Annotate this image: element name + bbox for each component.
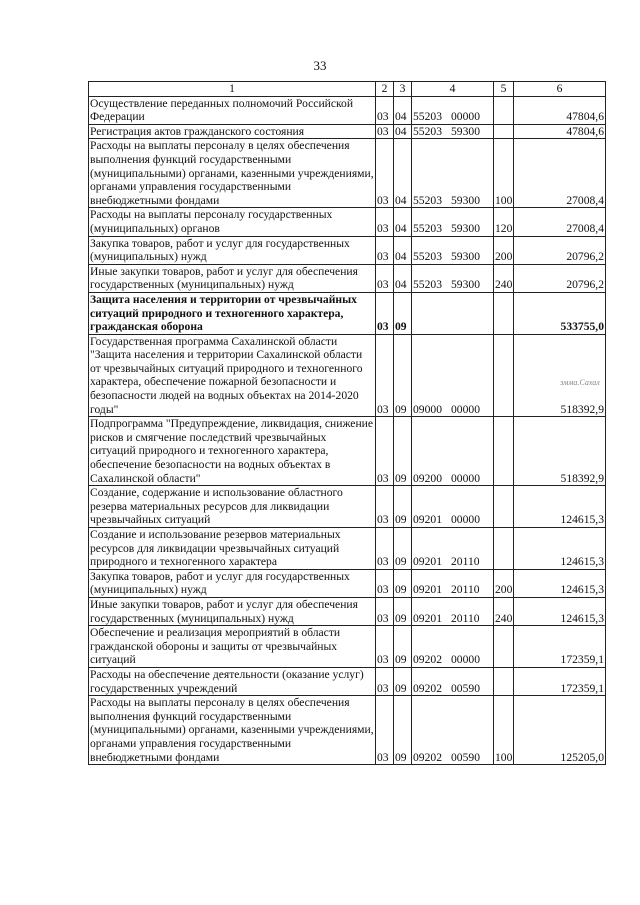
- row-amount: 124615,3: [514, 597, 606, 625]
- row-target-code: [412, 417, 494, 486]
- row-target-code: [412, 96, 494, 124]
- header-col-2: 2: [376, 82, 394, 97]
- row-section-code: 03: [376, 236, 394, 264]
- row-expense-type: 100: [494, 696, 514, 765]
- row-section-code: 03: [376, 626, 394, 668]
- row-expense-type: [494, 667, 514, 695]
- row-target-code-program: 09202: [413, 750, 442, 764]
- page-number: 33: [313, 58, 327, 73]
- row-target-code: [412, 696, 494, 765]
- row-subsection-code: 04: [394, 264, 412, 292]
- row-target-code: [412, 626, 494, 668]
- row-amount: 47804,6: [514, 124, 606, 139]
- row-description: Иные закупки товаров, работ и услуг для обеспечения государственных (муниципальных) нужд: [89, 264, 376, 292]
- row-subsection-code: 04: [394, 124, 412, 139]
- table-header-row: [89, 82, 606, 97]
- row-description: Расходы на выплаты персоналу государственных (муниципальных) органов: [89, 208, 376, 236]
- row-section-code: 03: [376, 597, 394, 625]
- table-row: [89, 334, 606, 417]
- row-section-code: 03: [376, 292, 394, 334]
- row-target-code-direction: 59300: [451, 278, 480, 292]
- row-section-code: 03: [376, 696, 394, 765]
- row-description: Иные закупки товаров, работ и услуг для обеспечения государственных (муниципальных) нужд: [89, 597, 376, 625]
- row-target-code: [412, 569, 494, 597]
- row-subsection-code: 04: [394, 139, 412, 208]
- row-subsection-code: 09: [394, 334, 412, 417]
- row-target-code-program: 55203: [413, 110, 442, 124]
- row-target-code: [412, 334, 494, 417]
- row-target-code: [412, 597, 494, 625]
- table-row: [89, 292, 606, 334]
- row-section-code: 03: [376, 417, 394, 486]
- row-target-code-direction: 20110: [451, 555, 480, 569]
- row-expense-type: 200: [494, 236, 514, 264]
- row-section-code: 03: [376, 264, 394, 292]
- row-target-code-program: 09202: [413, 681, 442, 695]
- budget-table: [88, 81, 606, 765]
- row-target-code-direction: 00590: [451, 681, 480, 695]
- row-subsection-code: 09: [394, 667, 412, 695]
- row-section-code: 03: [376, 96, 394, 124]
- row-subsection-code: 09: [394, 597, 412, 625]
- row-target-code-direction: 00000: [451, 402, 480, 416]
- table-row: [89, 96, 606, 124]
- row-amount: 533755,0: [514, 292, 606, 334]
- row-target-code-program: 55203: [413, 278, 442, 292]
- row-target-code-direction: 59300: [451, 193, 480, 207]
- table-row: [89, 486, 606, 528]
- row-expense-type: [494, 292, 514, 334]
- row-expense-type: 240: [494, 264, 514, 292]
- row-expense-type: [494, 486, 514, 528]
- table-row: [89, 139, 606, 208]
- row-target-code: [412, 208, 494, 236]
- row-target-code: [412, 236, 494, 264]
- row-subsection-code: 09: [394, 528, 412, 570]
- row-amount: 20796,2: [514, 236, 606, 264]
- row-target-code: [412, 486, 494, 528]
- header-col-4: 4: [412, 82, 494, 97]
- row-subsection-code: 09: [394, 417, 412, 486]
- row-section-code: 03: [376, 667, 394, 695]
- row-expense-type: 240: [494, 597, 514, 625]
- header-col-6: 6: [514, 82, 606, 97]
- row-description: Осуществление переданных полномочий Российской Федерации: [89, 96, 376, 124]
- row-target-code: [412, 528, 494, 570]
- row-section-code: 03: [376, 124, 394, 139]
- row-description: Защита населения и территории от чрезвычайных ситуаций природного и техногенного характера, гражданская оборона: [89, 292, 376, 334]
- row-amount: 124615,3: [514, 528, 606, 570]
- row-amount: 124615,3: [514, 569, 606, 597]
- row-description: Расходы на выплаты персоналу в целях обеспечения выполнения функций государственными (муниципальными) органами, казенными учреждениями, органами управления государственными внебюджетными фондами: [90, 139, 374, 207]
- header-col-5: 5: [494, 82, 514, 97]
- header-col-1: 1: [89, 82, 376, 97]
- row-description: Подпрограмма "Предупреждение, ликвидация, снижение рисков и смягчение последствий чрезвычайных ситуаций природного и техногенного характера, обеспечение безопасности на водных объектах в Сахалинской области": [89, 417, 376, 486]
- row-amount: 518392,9: [514, 334, 606, 417]
- row-target-code-program: 09201: [413, 583, 442, 597]
- row-target-code: [412, 667, 494, 695]
- table-row: [89, 626, 606, 668]
- row-amount: 124615,3: [514, 486, 606, 528]
- row-subsection-code: 09: [394, 626, 412, 668]
- row-description: Государственная программа Сахалинской области "Защита населения и территории Сахалинской области от чрезвычайных ситуаций природного и техногенного характера, обеспечение пожарной безопасности и безопасности людей на водных объектах на 2014-2020 годы": [89, 334, 376, 417]
- row-expense-type: [494, 528, 514, 570]
- table-row: [89, 528, 606, 570]
- row-target-code: [412, 264, 494, 292]
- row-section-code: 03: [376, 334, 394, 417]
- row-subsection-code: 04: [394, 96, 412, 124]
- row-expense-type: [494, 334, 514, 417]
- table-row: [89, 124, 606, 139]
- row-expense-type: 100: [494, 139, 514, 208]
- row-target-code-direction: 00000: [451, 513, 480, 527]
- row-target-code-program: 09201: [413, 611, 442, 625]
- row-target-code-direction: 20110: [451, 583, 480, 597]
- row-amount: 47804,6: [514, 96, 606, 124]
- row-target-code-direction: 00590: [451, 750, 480, 764]
- row-target-code-program: 09202: [413, 653, 442, 667]
- row-amount: 27008,4: [514, 139, 606, 208]
- row-target-code-direction: 59300: [451, 221, 480, 235]
- row-target-code-direction: 59300: [451, 124, 480, 138]
- row-amount: 172359,1: [514, 667, 606, 695]
- row-amount: 27008,4: [514, 208, 606, 236]
- row-target-code-direction: 59300: [451, 250, 480, 264]
- table-row: [89, 597, 606, 625]
- table-row: [89, 417, 606, 486]
- row-subsection-code: 09: [394, 292, 412, 334]
- row-subsection-code: 09: [394, 569, 412, 597]
- table-row: [89, 667, 606, 695]
- row-expense-type: [494, 626, 514, 668]
- table-row: [89, 236, 606, 264]
- table-row: [89, 208, 606, 236]
- row-amount: 172359,1: [514, 626, 606, 668]
- row-amount: 518392,9: [514, 417, 606, 486]
- row-expense-type: [494, 96, 514, 124]
- row-expense-type: 200: [494, 569, 514, 597]
- row-subsection-code: 04: [394, 236, 412, 264]
- row-target-code-direction: 20110: [451, 611, 480, 625]
- row-description: Регистрация актов гражданского состояния: [89, 124, 376, 139]
- watermark-stamp: эмма.Сахал: [560, 378, 600, 387]
- table-row: [89, 264, 606, 292]
- row-expense-type: [494, 124, 514, 139]
- row-target-code: [412, 139, 494, 208]
- table-row: [89, 569, 606, 597]
- row-section-code: 03: [376, 139, 394, 208]
- row-expense-type: 120: [494, 208, 514, 236]
- row-description: Создание и использование резервов материальных ресурсов для ликвидации чрезвычайных ситуаций природного и техногенного характера: [89, 528, 376, 570]
- row-amount: 20796,2: [514, 264, 606, 292]
- row-target-code: [412, 124, 494, 139]
- row-target-code-direction: 00000: [451, 653, 480, 667]
- row-target-code-program: 55203: [413, 250, 442, 264]
- row-target-code-direction: 00000: [451, 471, 480, 485]
- row-section-code: 03: [376, 569, 394, 597]
- row-target-code-program: 09000: [413, 402, 442, 416]
- table-row: [89, 696, 606, 765]
- row-target-code-program: 09201: [413, 555, 442, 569]
- row-description: Расходы на выплаты персоналу в целях обеспечения выполнения функций государственными (муниципальными) органами, казенными учреждениями, органами управления государственными внебюджетными фондами: [90, 696, 374, 764]
- row-target-code-program: 55203: [413, 221, 442, 235]
- row-amount: 125205,0: [514, 696, 606, 765]
- row-expense-type: [494, 417, 514, 486]
- header-col-3: 3: [394, 82, 412, 97]
- row-target-code-program: 55203: [413, 124, 442, 138]
- row-section-code: 03: [376, 528, 394, 570]
- row-subsection-code: 09: [394, 696, 412, 765]
- row-target-code-direction: 00000: [451, 110, 480, 124]
- row-section-code: 03: [376, 486, 394, 528]
- row-description: Обеспечение и реализация мероприятий в области гражданской обороны и защиты от чрезвычайных ситуаций: [89, 626, 376, 668]
- row-description: Закупка товаров, работ и услуг для государственных (муниципальных) нужд: [89, 569, 376, 597]
- row-subsection-code: 04: [394, 208, 412, 236]
- row-target-code-program: 09200: [413, 471, 442, 485]
- row-subsection-code: 09: [394, 486, 412, 528]
- row-description: Расходы на обеспечение деятельности (оказание услуг) государственных учреждений: [89, 667, 376, 695]
- row-section-code: 03: [376, 208, 394, 236]
- row-target-code-program: 09201: [413, 513, 442, 527]
- row-target-code-program: 55203: [413, 193, 442, 207]
- row-target-code: [412, 292, 494, 334]
- row-description: Создание, содержание и использование областного резерва материальных ресурсов для ликвидации чрезвычайных ситуаций: [89, 486, 376, 528]
- row-description: Закупка товаров, работ и услуг для государственных (муниципальных) нужд: [89, 236, 376, 264]
